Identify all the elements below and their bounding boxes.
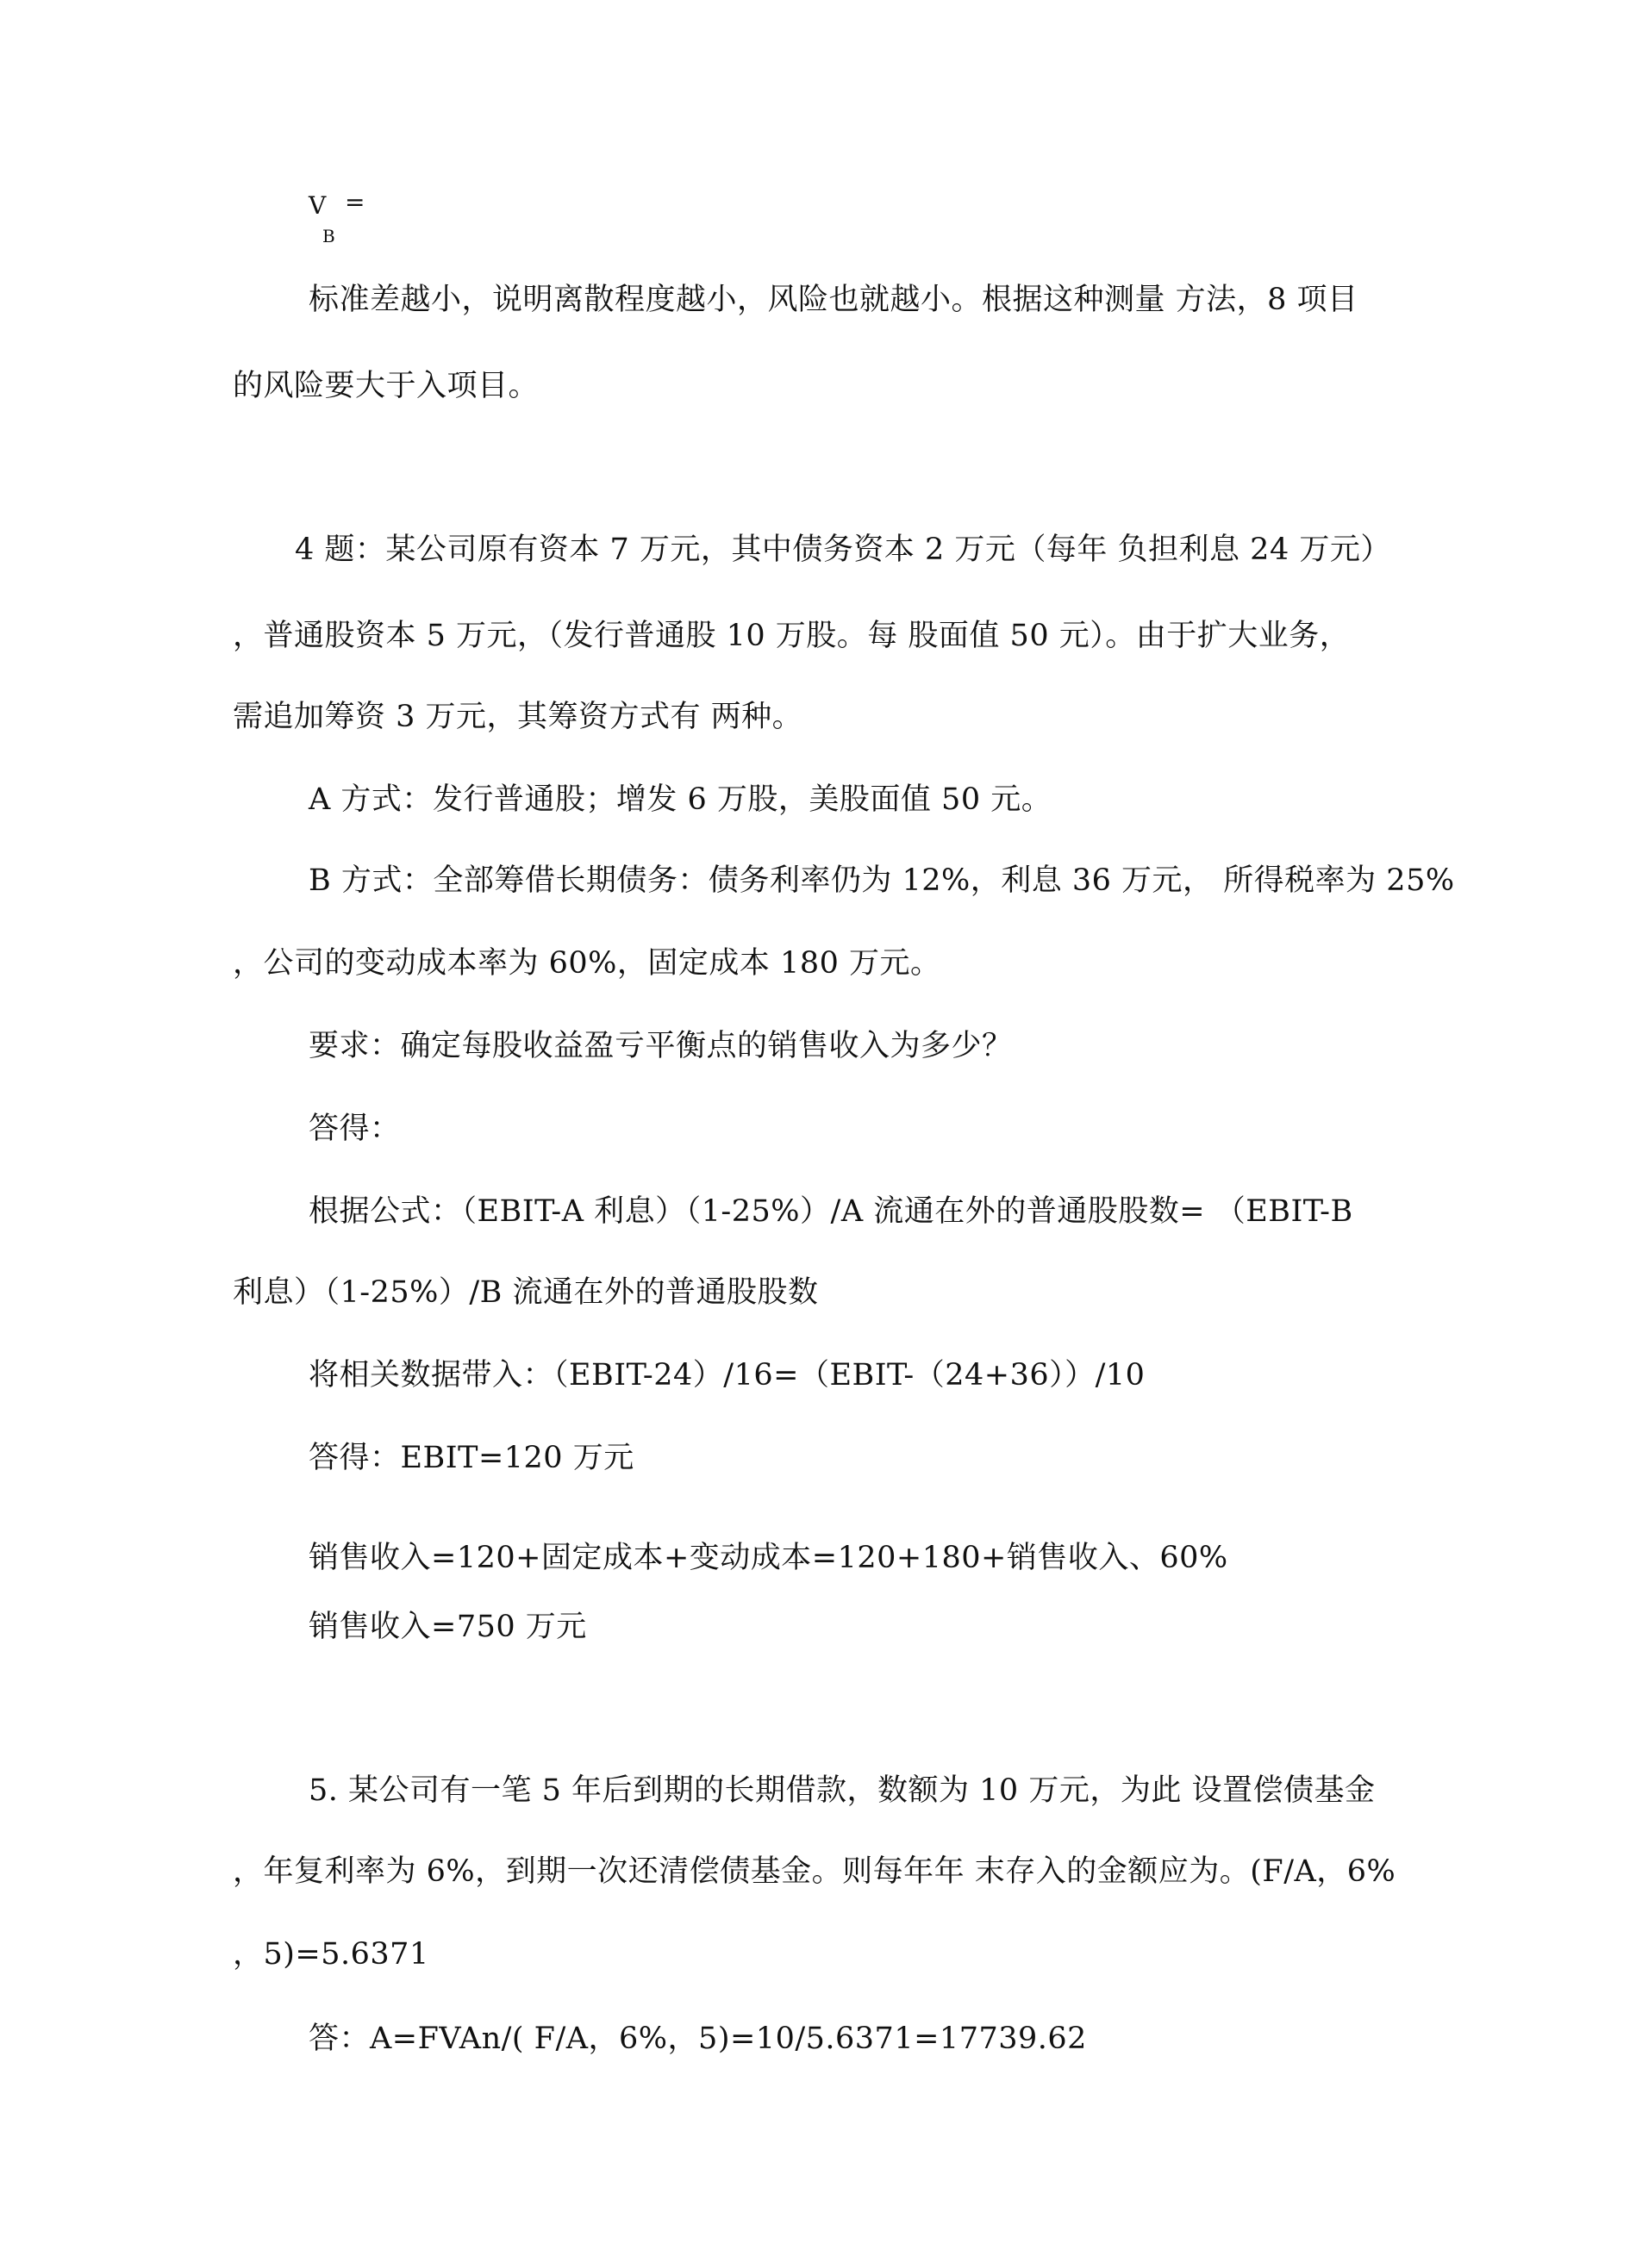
formula-subscript: B [322, 226, 335, 246]
formula-line: 利息）（1-25%）/B 流通在外的普通股股数 [233, 1275, 819, 1310]
answer-line: 销售收入=120+固定成本+变动成本=120+180+销售收入、60% [309, 1541, 1228, 1575]
answer-line: 答得：EBIT=120 万元 [309, 1441, 634, 1475]
requirement-line: 要求：确定每股收益盈亏平衡点的销售收入为多少？ [309, 1029, 1013, 1063]
paragraph-line: ，年复利率为 6%，到期一次还清偿债基金。则每年年 末存入的金额应为。(F/A，6% [233, 1854, 1396, 1889]
answer-line: 销售收入=750 万元 [309, 1610, 587, 1644]
paragraph-line: ，5)=5.6371 [233, 1937, 429, 1972]
option-a: A 方式：发行普通股；增发 6 万股，美股面值 50 元。 [309, 782, 1052, 817]
paragraph-line: ，普通股资本 5 万元，（发行普通股 10 万股。每 股面值 50 元）。由于扩大业务， [233, 619, 1351, 653]
question-4-title: 4 题：某公司原有资本 7 万元，其中债务资本 2 万元（每年 负担利息 24 万元） [295, 533, 1391, 567]
formula-line: 将相关数据带入：（EBIT-24）/16=（EBIT-（24+36））/10 [309, 1358, 1146, 1393]
paragraph-line: ，公司的变动成本率为 60%，固定成本 180 万元。 [233, 946, 941, 981]
answer-line: 答：A=FVAn/( F/A，6%，5)=10/5.6371=17739.62 [309, 2022, 1087, 2056]
formula-line: 根据公式：（EBIT-A 利息）（1-25%）/A 流通在外的普通股股数= （EBIT-B [309, 1194, 1353, 1229]
question-5-title: 5. 某公司有一笔 5 年后到期的长期借款，数额为 10 万元，为此 设置偿债基金 [309, 1773, 1376, 1808]
formula-v: V [309, 191, 327, 220]
option-b: B 方式：全部筹借长期债务：债务利率仍为 12%，利息 36 万元， 所得税率为 25% [309, 863, 1455, 898]
paragraph-line: 标准差越小，说明离散程度越小，风险也就越小。根据这种测量 方法，8 项目 [309, 283, 1358, 317]
answer-label: 答得： [309, 1112, 401, 1146]
paragraph-line: 的风险要大于入项目。 [233, 369, 540, 403]
paragraph-line: 需追加筹资 3 万元，其筹资方式有 两种。 [233, 700, 803, 734]
formula-equals: = [345, 188, 365, 216]
